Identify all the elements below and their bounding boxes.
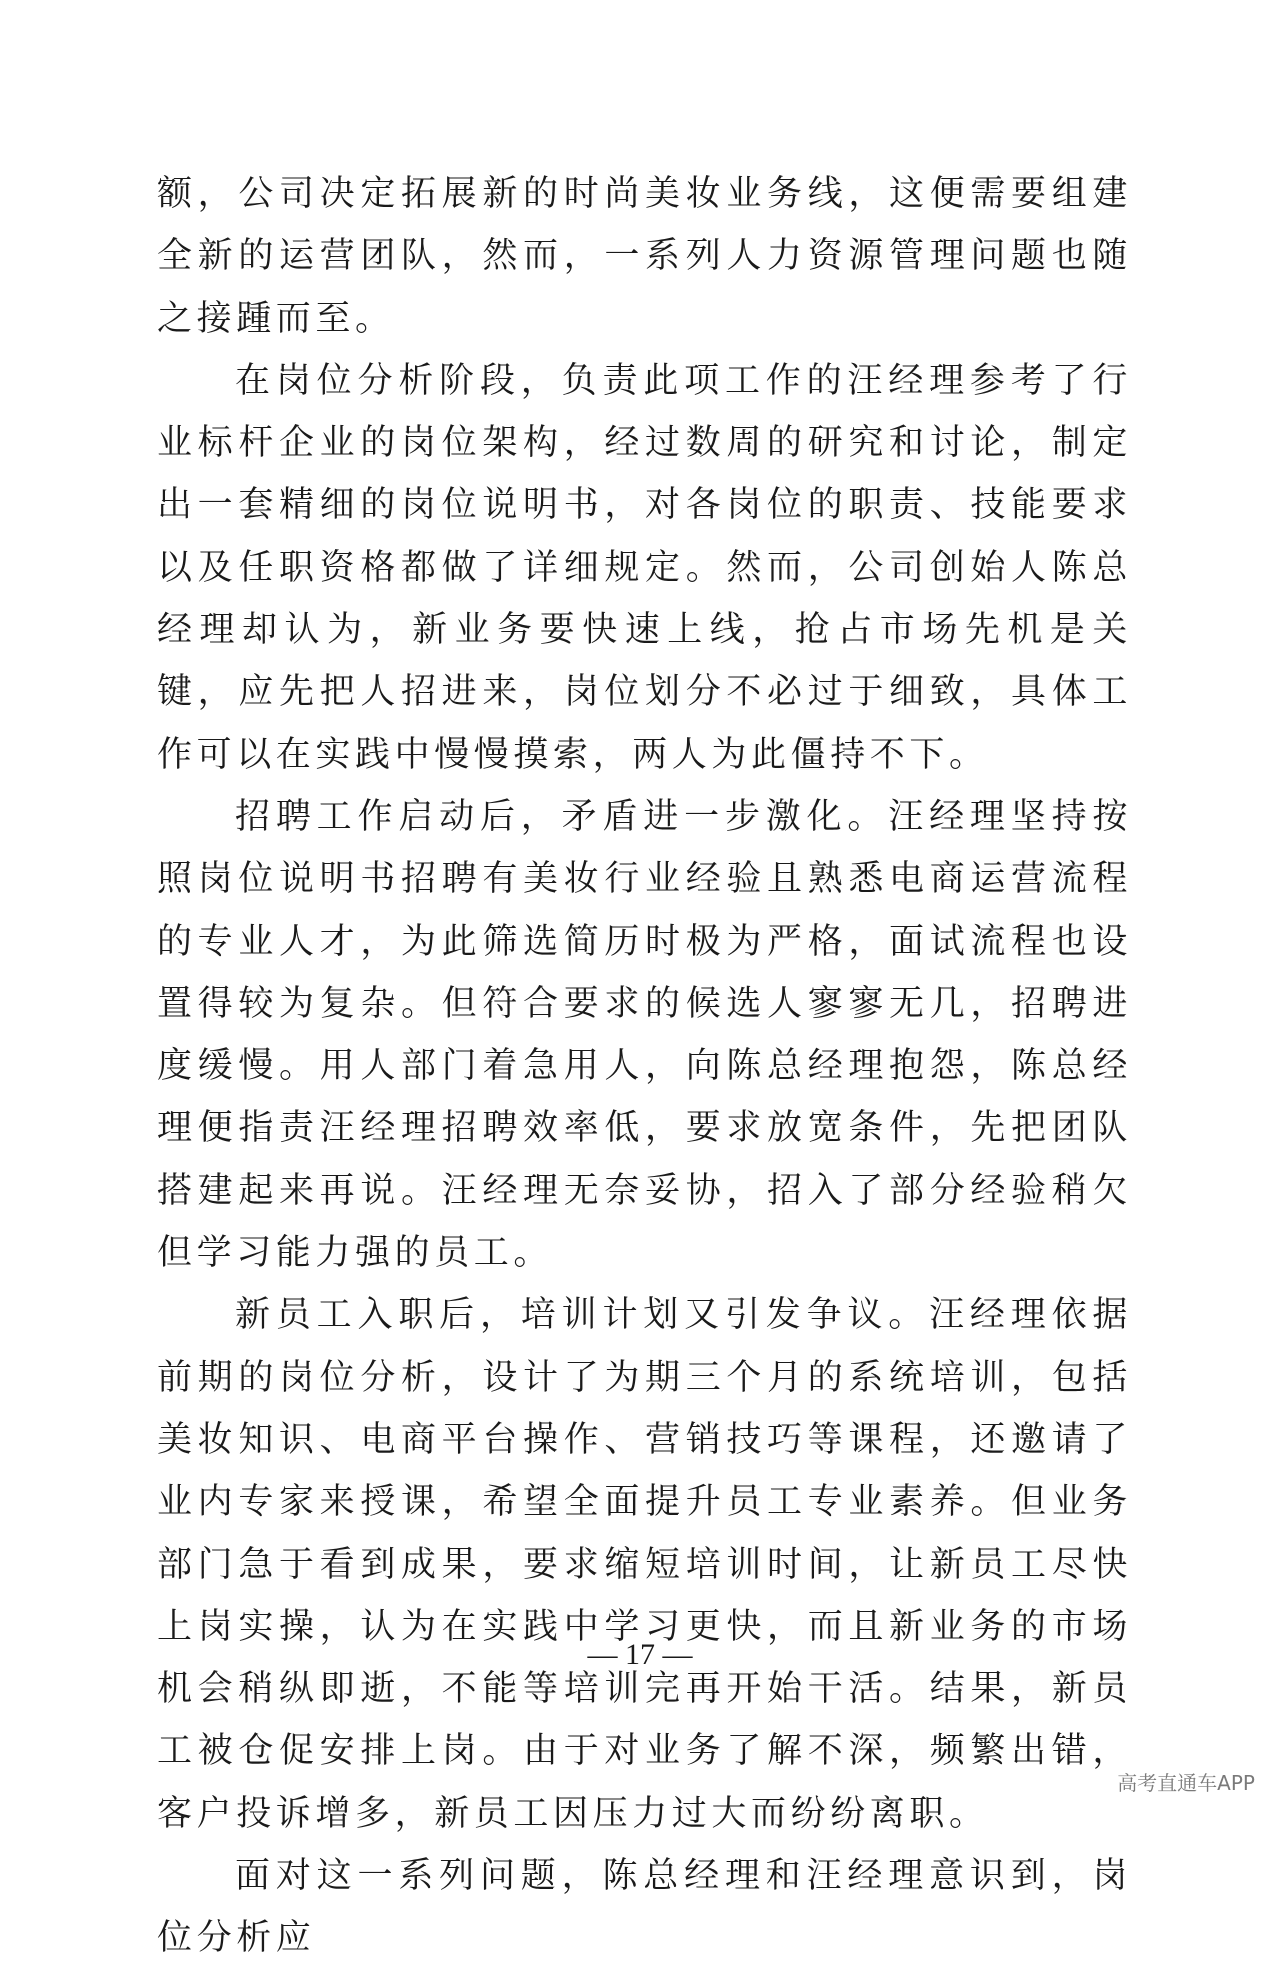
paragraph-conclusion: 面对这一系列问题，陈总经理和汪经理意识到，岗位分析应 xyxy=(157,1856,1132,1959)
watermark: 高考直通车APP xyxy=(1117,1771,1255,1795)
paragraph-continued: 额，公司决定拓展新的时尚美妆业务线，这便需要组建全新的运营团队，然而，一系列人力资源管理问题也随之接踵而至。 xyxy=(157,174,1132,339)
paragraph-recruitment: 招聘工作启动后，矛盾进一步激化。汪经理坚持按照岗位说明书招聘有美妆行业经验且熟悉电商运营流程的专业人才，为此筛选简历时极为严格，面试流程也设置得较为复杂。但符合要求的候选人寥寥无几，招聘进度缓慢。用人部门着急用人，向陈总经理抱怨，陈总经理便指责汪经理招聘效率低，要求放宽条件，先把团队搭建起来再说。汪经理无奈妥协，招入了部分经验稍欠但学习能力强的员工。 xyxy=(157,796,1132,1274)
paragraph-job-analysis: 在岗位分析阶段，负责此项工作的汪经理参考了行业标杆企业的岗位架构，经过数周的研究和讨论，制定出一套精细的岗位说明书，对各岗位的职责、技能要求以及任职资格都做了详细规定。然而，公司创始人陈总经理却认为，新业务要快速上线，抢占市场先机是关键，应先把人招进来，岗位划分不必过于细致，具体工作可以在实践中慢慢摸索，两人为此僵持不下。 xyxy=(157,360,1132,775)
body-text xyxy=(157,163,1132,1970)
page-number: — 17 — xyxy=(587,1638,693,1671)
paragraph-training: 新员工入职后，培训计划又引发争议。汪经理依据前期的岗位分析，设计了为期三个月的系统培训，包括美妆知识、电商平台操作、营销技巧等课程，还邀请了业内专家来授课，希望全面提升员工专业素养。但业务部门急于看到成果，要求缩短培训时间，让新员工尽快上岗实操，认为在实践中学习更快，而且新业务的市场机会稍纵即逝，不能等培训完再开始干活。结果，新员工被仓促安排上岗。由于对业务了解不深，频繁出错，客户投诉增多，新员工因压力过大而纷纷离职。 xyxy=(157,1295,1132,1834)
